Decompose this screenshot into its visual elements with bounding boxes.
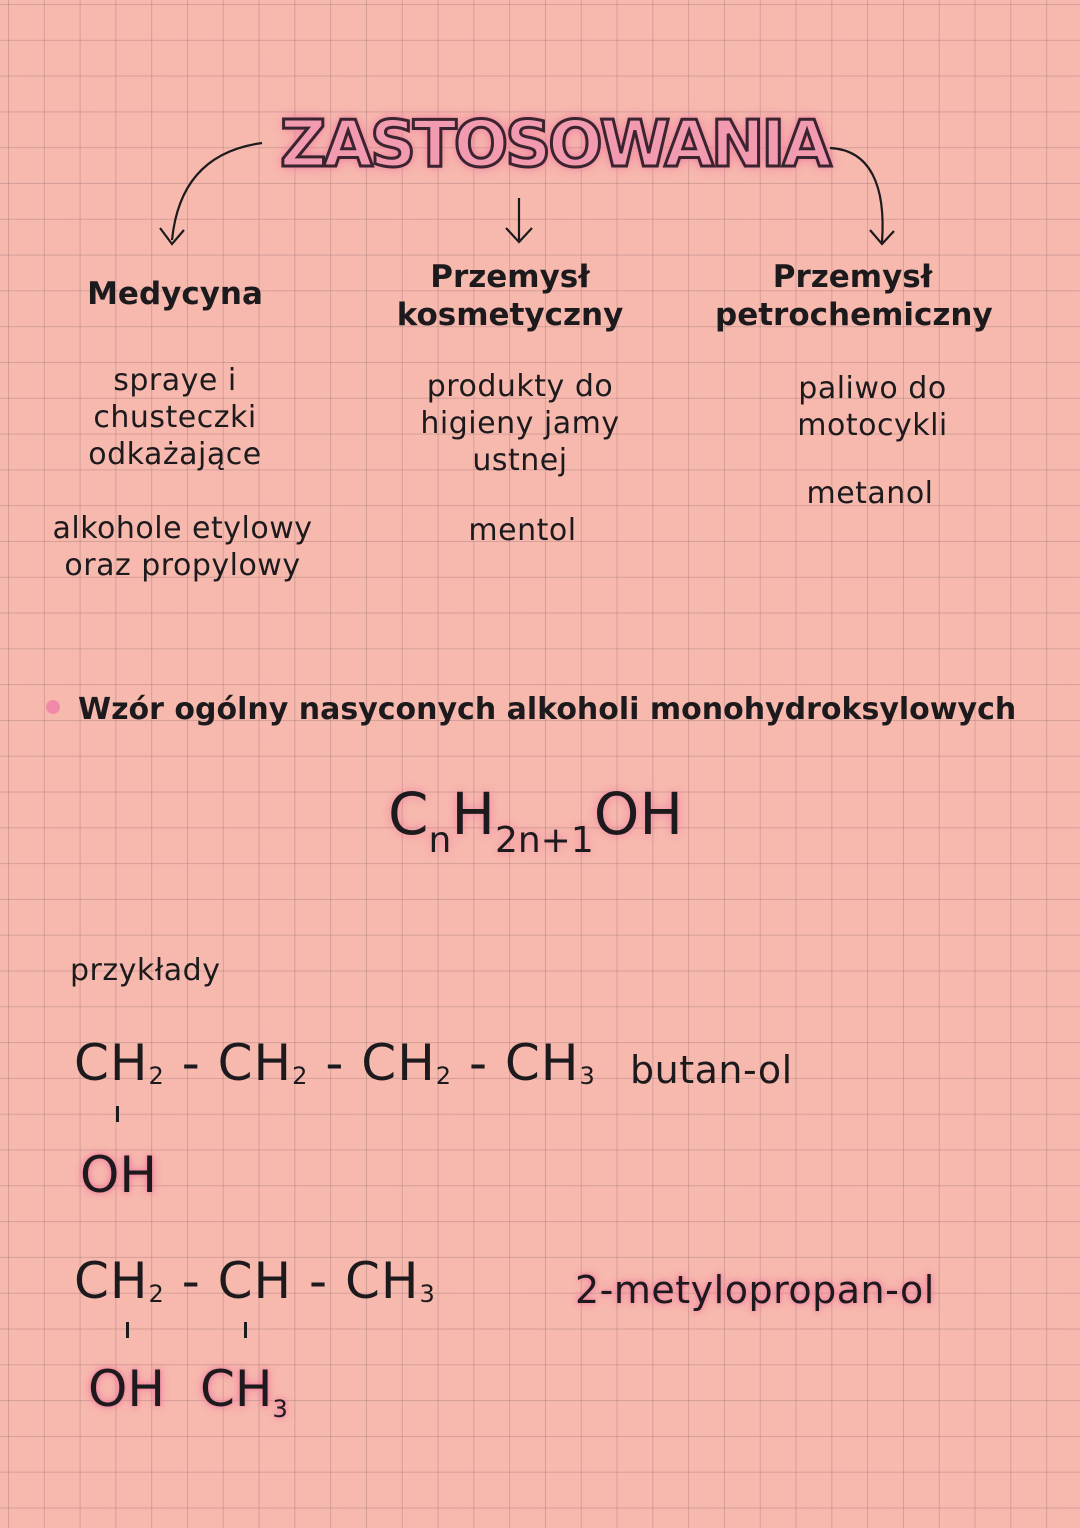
- general-formula: [388, 780, 683, 861]
- chain-sub: 3: [272, 1395, 288, 1423]
- formula-n: n: [428, 820, 452, 861]
- chain-sub: 2: [435, 1062, 453, 1090]
- category-medycyna-items: [55, 362, 295, 473]
- item-line: motocykli: [797, 408, 948, 443]
- chain-part: CH: [74, 1252, 149, 1310]
- arrow-right-icon: [830, 148, 883, 242]
- bond-line: [244, 1322, 247, 1338]
- example-line: alkohole etylowy: [52, 511, 313, 546]
- chain-part: - CH: [325, 1034, 436, 1092]
- example-line: oraz propylowy: [64, 548, 301, 583]
- item-line: produkty do: [426, 369, 614, 404]
- example1-name: butan-ol: [630, 1048, 793, 1092]
- chain-part: CH: [200, 1360, 273, 1418]
- example2-chain: [74, 1252, 436, 1310]
- category-label: Medycyna: [87, 276, 263, 312]
- item-line: sprayе i: [113, 363, 237, 398]
- chain-part: - CH: [181, 1034, 293, 1092]
- category-kosmetyczny-examples: [420, 512, 625, 549]
- category-medycyna-examples: [40, 510, 325, 584]
- examples-label: przykłady: [70, 953, 221, 988]
- formula-h: H: [451, 780, 495, 848]
- category-label: Przemysł: [772, 259, 933, 295]
- formula-c: C: [388, 780, 429, 848]
- page-title: ZASTOSOWANIA: [280, 108, 829, 182]
- arrows-diagram: [0, 0, 1080, 300]
- item-line: odkażające: [88, 437, 262, 472]
- example2-branch2: [200, 1360, 288, 1423]
- arrow-left-icon: [172, 143, 262, 240]
- chain-part: - CH: [468, 1034, 580, 1092]
- category-petrochemiczny-examples: [770, 475, 970, 512]
- chain-part: CH: [74, 1034, 149, 1092]
- chain-part: - CH - CH: [181, 1252, 420, 1310]
- bullet-icon: [46, 700, 60, 714]
- category-kosmetyczny-items: [400, 368, 640, 479]
- formula-h-sub: 2n+1: [494, 820, 594, 861]
- category-label: kosmetyczny: [396, 297, 624, 333]
- bond-line: [116, 1106, 119, 1122]
- item-line: higieny jamy: [420, 406, 620, 441]
- general-formula-heading: Wzór ogólny nasyconych alkoholi monohydroksylowych: [78, 692, 1017, 727]
- chain-sub: 3: [579, 1062, 596, 1090]
- chain-sub: 3: [419, 1280, 436, 1308]
- category-kosmetyczny: [390, 258, 630, 334]
- chain-sub: 2: [148, 1280, 165, 1308]
- chain-sub: 2: [148, 1062, 165, 1090]
- item-line: ustnej: [472, 443, 568, 478]
- item-line: chusteczki: [93, 400, 257, 435]
- bond-line: [126, 1322, 129, 1338]
- formula-oh: OH: [593, 780, 684, 848]
- category-petrochemiczny: [715, 258, 993, 334]
- chain-sub: 2: [292, 1062, 309, 1090]
- example-line: metanol: [806, 476, 934, 511]
- item-line: paliwo do: [798, 371, 947, 406]
- example-line: mentol: [468, 513, 577, 548]
- example1-branch: OH: [80, 1146, 157, 1204]
- example1-chain: [74, 1034, 596, 1092]
- category-label: petrochemiczny: [715, 297, 993, 333]
- example2-branch1: OH: [88, 1360, 165, 1418]
- category-label: Przemysł: [430, 259, 590, 295]
- category-petrochemiczny-items: [760, 370, 985, 444]
- example2-name: 2-metylopropan-ol: [575, 1268, 935, 1312]
- category-medycyna: [60, 275, 290, 313]
